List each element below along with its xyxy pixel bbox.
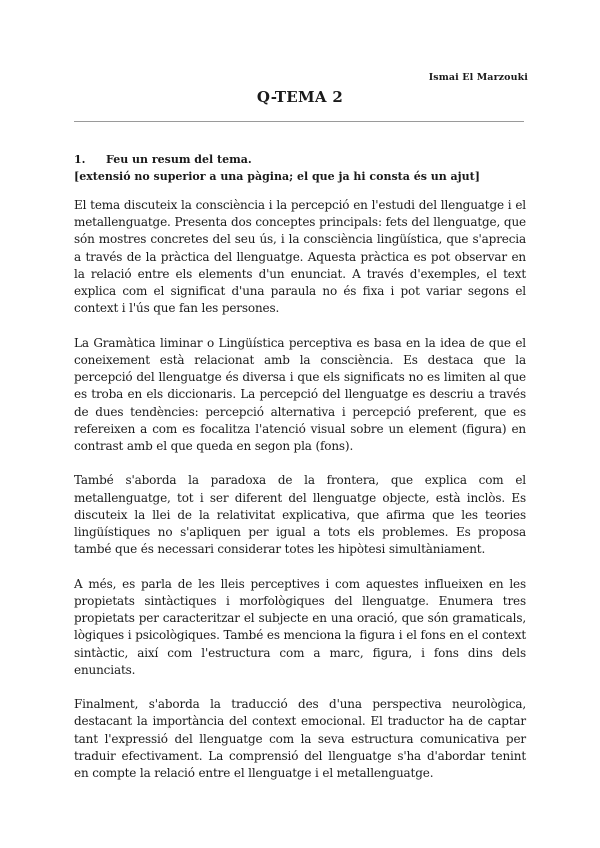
paragraph-2: La Gramàtica liminar o Lingüística perceptiva es basa en la idea de que el coneixement està relacionat amb la consciència. Es destaca que la percepció del llenguatge és diversa i que els significats no es limiten al que es troba en els diccionaris. La percepció del llenguatge es descriu a través de dues tendències: percepció alternativa i percepció preferent, que es refereixen a com es focalitza l'atenció visual sobre un element (figura) en contrast amb el que queda en segon pla (fons).	[74, 335, 526, 453]
question-number: 1.	[74, 153, 86, 166]
question-constraint: [extensió no superior a una pàgina; el que ja hi consta és un ajut]	[74, 170, 480, 183]
paragraph-5: Finalment, s'aborda la traducció des d'una perspectiva neurològica, destacant la importància del context emocional. El traductor ha de captar tant l'expressió del llenguatge com la seva estructura comunicativa per traduir efectivament. La comprensió del llenguatge s'ha d'abordar tenint en compte la relació entre el llenguatge i el metallenguatge.	[74, 697, 526, 781]
title-divider	[74, 121, 524, 122]
document-title: Q-TEMA 2	[256, 88, 344, 106]
paragraph-3: També s'aborda la paradoxa de la frontera, que explica com el metallenguatge, tot i ser diferent del llenguatge objecte, està inclòs. Es discuteix la llei de la relativitat explicativa, que afirma que les teories lingüístiques no s'apliquen per igual a tots els problemes. Es proposa també que és necessari considerar totes les hipòtesi simultàniament.	[74, 473, 526, 557]
paragraph-1: El tema discuteix la consciència i la percepció en l'estudi del llenguatge i el metallenguatge. Presenta dos conceptes principals: fets del llenguatge, que són mostres concretes del seu ús, i la consciència lingüística, que s'aprecia a través de la pràctica del llenguatge. Aquesta pràctica es pot observar en la relació entre els elements d'un enunciat. A través d'exemples, el text explica com el significat d'una paraula no és fixa i pot variar segons el context i l'ús que fan les persones.	[74, 198, 526, 316]
question-prompt: Feu un resum del tema.	[106, 153, 252, 166]
summary-body	[74, 197, 526, 800]
author-name: Ismai El Marzouki	[428, 72, 528, 83]
question-heading	[74, 151, 534, 185]
paragraph-4: A més, es parla de les lleis perceptives i com aquestes influeixen en les propietats sintàctiques i morfològiques del llenguatge. Enumera tres propietats per caracteritzar el subjecte en una oració, que són gramaticals, lògiques i psicològiques. També es menciona la figura i el fons en el context sintàctic, així com l'estructura com a marc, figura, i fons dins dels enunciats.	[74, 576, 526, 677]
